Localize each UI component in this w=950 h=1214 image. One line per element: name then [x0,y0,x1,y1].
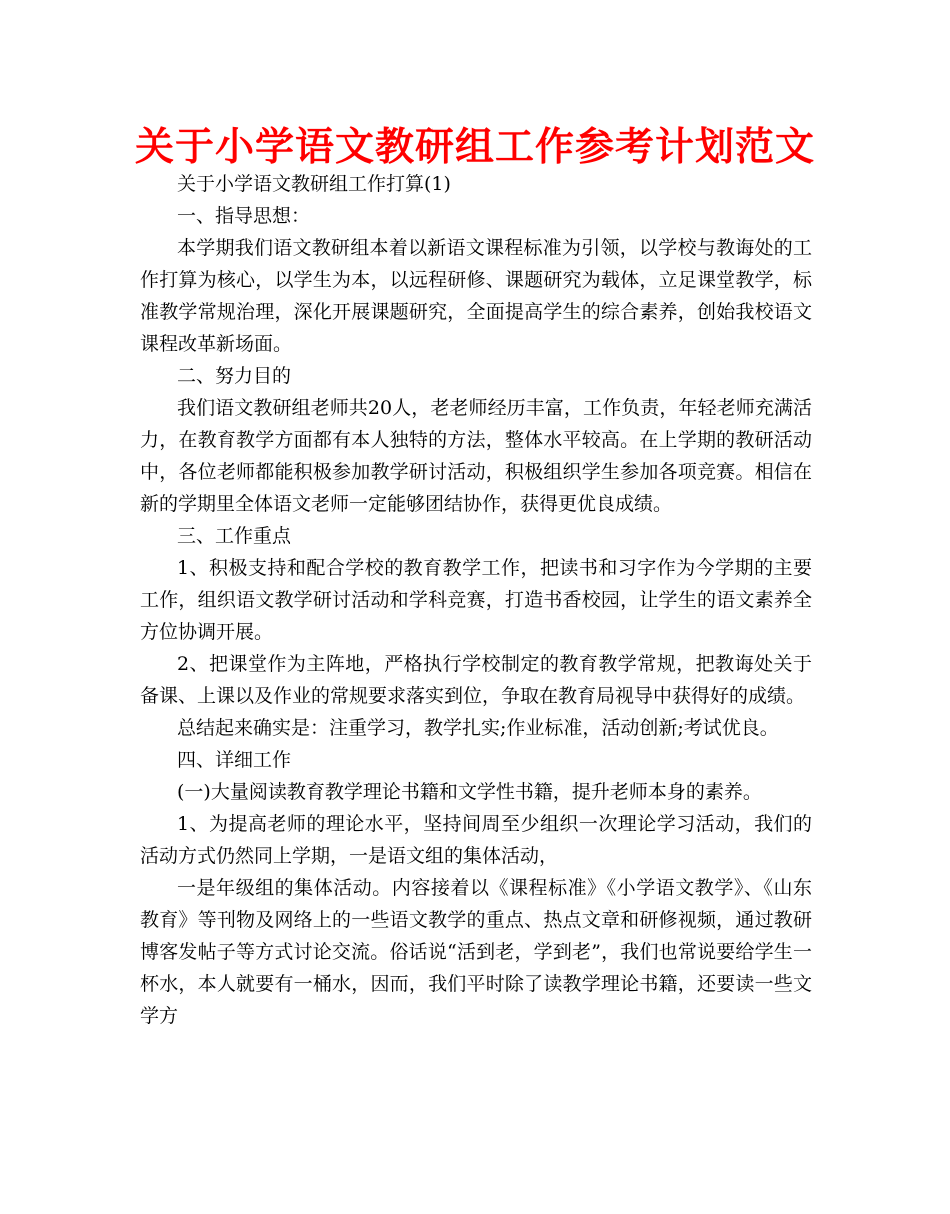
paragraph-detailed-work-1: 1、为提高老师的理论水平，坚持间周至少组织一次理论学习活动，我们的活动方式仍然同上学期，一是语文组的集体活动， [140,813,812,867]
section-heading-detailed-work: 四、详细工作 [177,749,292,771]
section-heading-guiding-thought: 一、指导思想： [177,205,311,227]
paragraph-key-work-1: 1、积极支持和配合学校的教育教学工作，把读书和习字作为今学期的主要工作，组织语文教学研讨活动和学科竞赛，打造书香校园，让学生的语文素养全方位协调开展。 [140,557,812,643]
paragraph-key-work-2: 2、把课堂作为主阵地，严格执行学校制定的教育教学常规，把教诲处关于备课、上课以及作业的常规要求落实到位，争取在教育局视导中获得好的成绩。 [140,653,812,707]
paragraph-guiding-thought: 本学期我们语文教研组本着以新语文课程标准为引领，以学校与教诲处的工作打算为核心，以学生为本，以远程研修、课题研究为载体，立足课堂教学，标准教学常规治理，深化开展课题研究，全面提高学生的综合素养，创始我校语文课程改革新场面。 [140,237,812,355]
paragraph-detailed-work-2: 一是年级组的集体活动。内容接着以《课程标准》《小学语文教学》、《山东教育》等刊物及网络上的一些语文教学的重点、热点文章和研修视频，通过教研博客发帖子等方式讨论交流。俗话说“活到老，学到老”，我们也常说要给学生一杯水，本人就要有一桶水，因而，我们平时除了读教学理论书籍，还要读一些文学方 [140,877,812,1027]
section-heading-key-work: 三、工作重点 [177,525,292,547]
paragraph-subtitle: 关于小学语文教研组工作打算(1) [177,173,451,195]
paragraph-detailed-work-intro: (一)大量阅读教育教学理论书籍和文学性书籍，提升老师本身的素养。 [177,781,762,803]
paragraph-goals: 我们语文教研组老师共20人，老老师经历丰富，工作负责，年轻老师充满活力，在教育教学方面都有本人独特的方法，整体水平较高。在上学期的教研活动中，各位老师都能积极参加教学研讨活动，积极组织学生参加各项竞赛。相信在新的学期里全体语文老师一定能够团结协作，获得更优良成绩。 [140,397,812,515]
paragraph-summary: 总结起来确实是：注重学习，教学扎实;作业标准，活动创新;考试优良。 [177,717,779,739]
section-heading-goals: 二、努力目的 [177,365,292,387]
document-title: 关于小学语文教研组工作参考计划范文 [134,125,815,170]
document-body [140,168,812,1032]
